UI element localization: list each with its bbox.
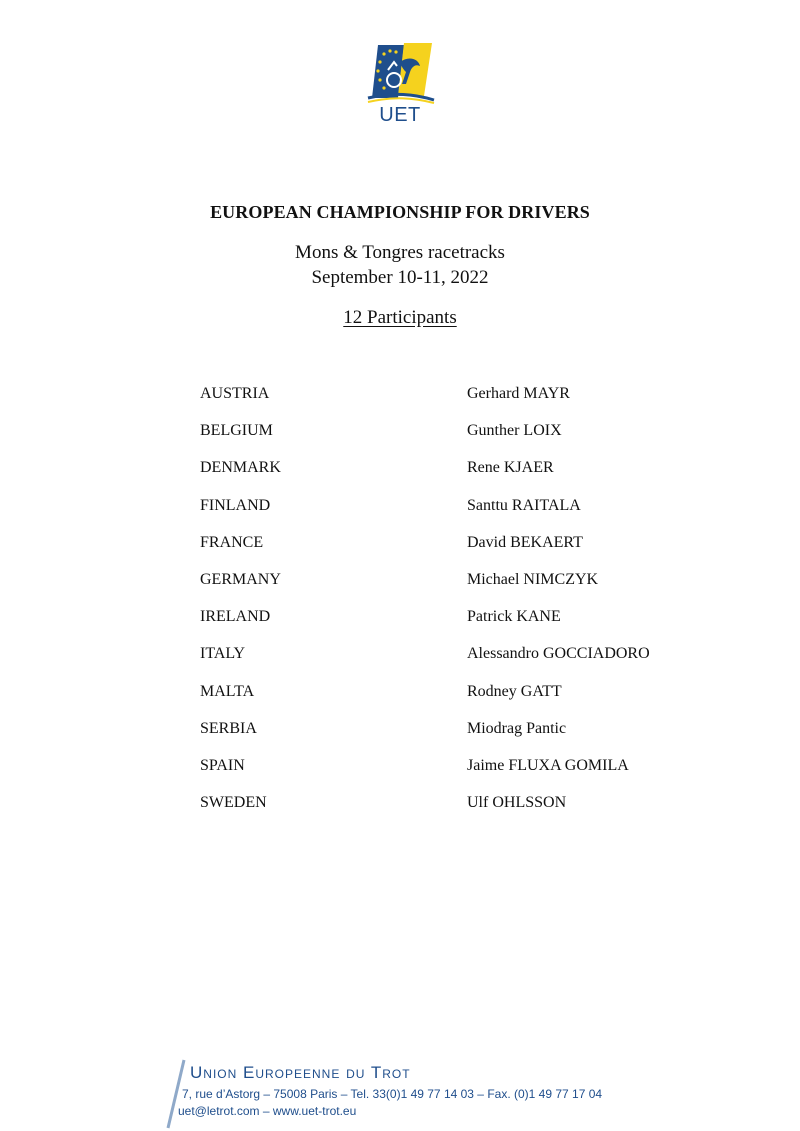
document-title: EUROPEAN CHAMPIONSHIP FOR DRIVERS	[210, 202, 590, 222]
country-name: SPAIN	[200, 756, 245, 774]
driver-name: Ulf OHLSSON	[467, 794, 567, 812]
list-item	[200, 459, 700, 496]
footer-organization: Union Europeenne du Trot	[190, 1063, 411, 1082]
driver-name: David BEKAERT	[467, 533, 583, 551]
driver-name: Rene KJAER	[467, 459, 554, 477]
driver-name: Jaime FLUXA GOMILA	[467, 756, 629, 774]
driver-name: Patrick KANE	[467, 608, 561, 626]
list-item	[200, 720, 700, 757]
list-item	[200, 497, 700, 534]
footer-address: 7, rue d’Astorg – 75008 Paris – Tel. 33(0)1 49 77 14 03 – Fax. (0)1 49 77 17 04	[182, 1087, 603, 1101]
country-name: AUSTRIA	[200, 385, 270, 402]
country-name: IRELAND	[200, 608, 271, 626]
list-item	[200, 683, 700, 720]
uet-logo	[364, 40, 436, 132]
driver-name: Michael NIMCZYK	[467, 570, 599, 588]
venue-line: Mons & Tongres racetracks	[295, 242, 505, 263]
logo-text: UET	[379, 104, 421, 126]
dates-line: September 10-11, 2022	[311, 267, 489, 288]
driver-name: Alessandro GOCCIADORO	[467, 645, 650, 663]
country-name: ITALY	[200, 645, 246, 663]
participants-list	[200, 385, 700, 831]
country-name: MALTA	[200, 682, 255, 700]
list-item	[200, 794, 700, 831]
driver-name: Gunther LOIX	[467, 422, 562, 440]
country-name: BELGIUM	[200, 422, 273, 440]
list-item	[200, 757, 700, 794]
country-name: GERMANY	[200, 570, 281, 588]
driver-name: Miodrag Pantic	[467, 719, 567, 737]
country-name: SERBIA	[200, 719, 257, 737]
country-name: DENMARK	[200, 459, 281, 477]
list-item	[200, 571, 700, 608]
driver-name: Gerhard MAYR	[467, 385, 570, 402]
uet-emblem-icon	[364, 40, 436, 104]
list-item	[200, 608, 700, 645]
footer-contact: uet@letrot.com – www.uet-trot.eu	[178, 1104, 357, 1118]
country-name: FINLAND	[200, 496, 271, 514]
list-item	[200, 385, 700, 422]
driver-name: Rodney GATT	[467, 682, 562, 700]
participants-heading: 12 Participants	[343, 307, 457, 328]
list-item	[200, 422, 700, 459]
driver-name: Santtu RAITALA	[467, 496, 581, 514]
country-name: FRANCE	[200, 533, 264, 551]
country-name: SWEDEN	[200, 794, 267, 812]
list-item	[200, 645, 700, 682]
list-item	[200, 534, 700, 571]
